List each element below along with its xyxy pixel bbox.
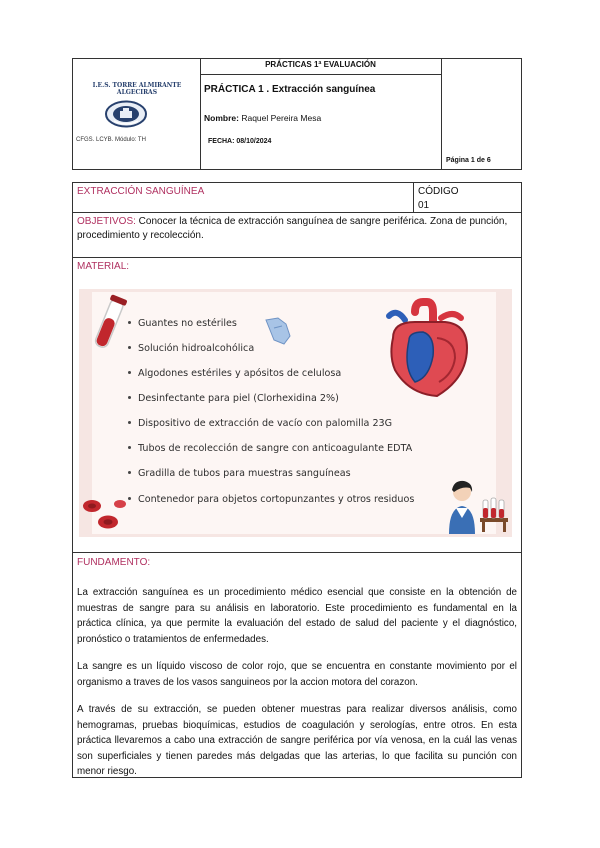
lab-technician-icon	[446, 478, 510, 534]
practice-title: PRÁCTICA 1 . Extracción sanguínea	[204, 84, 376, 95]
code-cell	[418, 185, 459, 213]
blood-cells-icon	[82, 494, 128, 534]
evaluation-title: PRÁCTICAS 1ª EVALUACIÓN	[265, 60, 376, 69]
bullet	[128, 396, 131, 399]
material-item: Guantes no estériles	[128, 318, 237, 329]
objectives-label: OBJETIVOS:	[77, 216, 136, 227]
heart-icon	[375, 298, 475, 403]
bullet	[128, 371, 131, 374]
objectives	[77, 215, 519, 243]
school-name: I.E.S. TORRE ALMIRANTE ALGECIRAS	[92, 82, 182, 96]
page-number: Página 1 de 6	[446, 157, 491, 164]
objectives-text: Conocer la técnica de extracción sanguínea de sangre periférica. Zona de punción, procedimiento y recolección.	[77, 216, 508, 241]
date-label: FECHA: 08/10/2024	[208, 138, 272, 145]
fundamento-paragraph: La extracción sanguínea es un procedimiento médico esencial que consiste en la obtención de muestras de sangre para su análisis en laboratorio. Este procedimiento es fundamental en la práctica clínica, ya que permite la evaluación del estado de salud del paciente y el diagnóstico, pronóstico o tratamientos de enfermedades.	[77, 587, 517, 645]
bullet	[128, 497, 131, 500]
code-label: CÓDIGO	[418, 186, 459, 197]
school-emblem-icon	[104, 100, 148, 128]
material-label: MATERIAL:	[77, 261, 130, 272]
bullet	[128, 446, 131, 449]
student-name	[204, 113, 321, 123]
section-title: EXTRACCIÓN SANGUÍNEA	[77, 186, 205, 197]
fundamento-label: FUNDAMENTO:	[77, 557, 151, 568]
material-item: Algodones estériles y apósitos de celulosa	[128, 368, 341, 379]
code-value: 01	[418, 200, 430, 211]
row-divider	[72, 552, 522, 553]
material-item: Contenedor para objetos cortopunzantes y otros residuos	[128, 494, 414, 505]
row-divider	[72, 257, 522, 258]
fundamento-paragraph: La sangre es un líquido viscoso de color rojo, que se encuentra en constante movimiento por el organismo a traves de los vasos sanguineos por la accion motora del corazon.	[77, 661, 517, 688]
material-item: Gradilla de tubos para muestras sanguíneas	[128, 468, 351, 479]
code-divider	[413, 182, 414, 213]
material-item: Dispositivo de extracción de vacío con palomilla 23G	[128, 418, 392, 429]
test-tube-icon	[86, 292, 130, 358]
name-value: Raquel Pereira Mesa	[241, 113, 322, 123]
name-label: Nombre:	[204, 113, 239, 123]
course-label: CFGS. LCYB. Módulo: TH	[76, 137, 146, 143]
material-item: Solución hidroalcohólica	[128, 343, 254, 354]
bullet	[128, 421, 131, 424]
bullet	[128, 471, 131, 474]
header-divider	[200, 74, 442, 75]
material-item: Desinfectante para piel (Clorhexidina 2%)	[128, 393, 339, 404]
fundamento-paragraph: A través de su extracción, se pueden obtener muestras para realizar diversos análisis, como hemogramas, pruebas bioquímicas, estudios de coagulación y serologías, entre otros. En esta práctica llevaremos a cabo una extracción de sangre periférica por vía venosa, en la cuál las venas son superficiales y tienen paredes más delgadas que las arterias, lo que facilita su punción con menor riesgo.	[77, 704, 517, 777]
bullet	[128, 346, 131, 349]
material-item: Tubos de recolección de sangre con anticoagulante EDTA	[128, 443, 412, 454]
glove-icon	[260, 314, 294, 348]
bullet	[128, 321, 131, 324]
